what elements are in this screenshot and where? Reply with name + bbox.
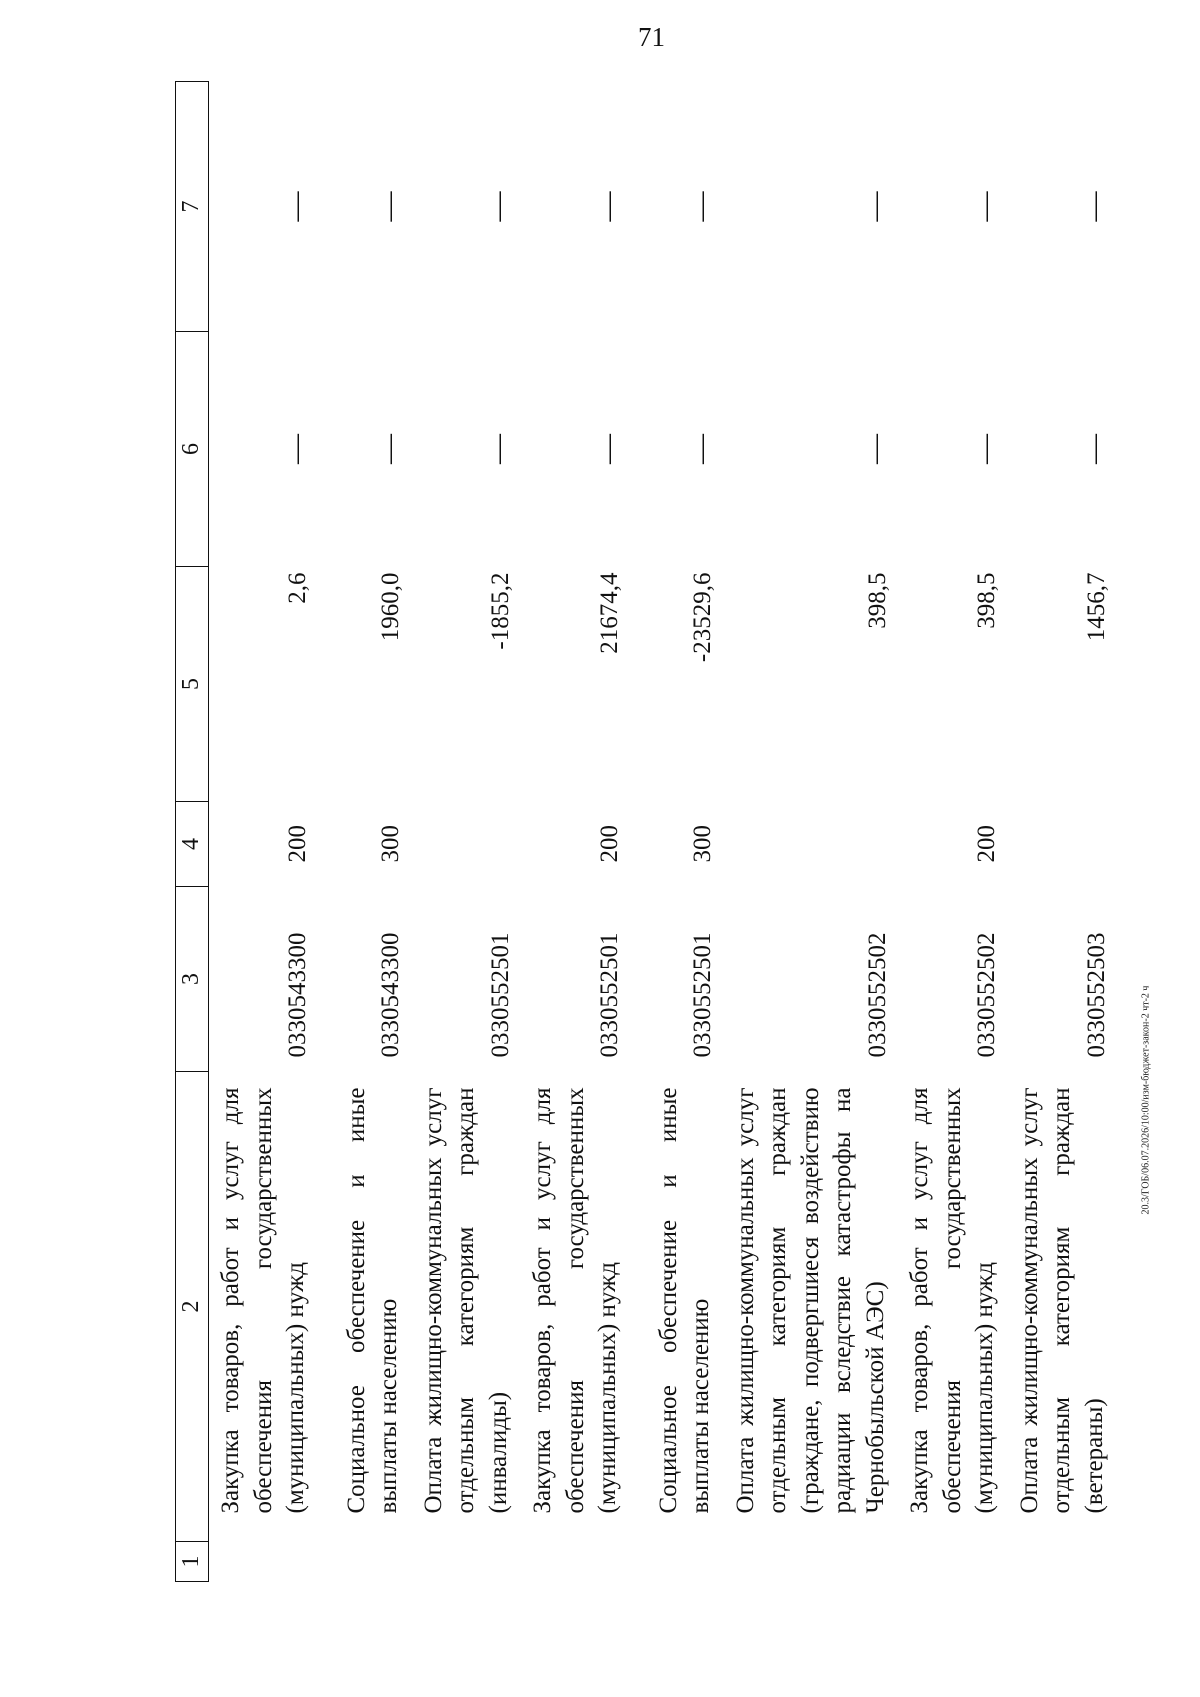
table-row xyxy=(1008,82,1118,1582)
cell-col1 xyxy=(209,1542,319,1582)
row-type: 200 xyxy=(284,825,311,863)
header-col-6: 6 xyxy=(176,332,209,567)
page-number: 71 xyxy=(638,22,665,52)
header-col-5: 5 xyxy=(176,567,209,802)
row-code: 0330543300 xyxy=(284,932,311,1058)
budget-table-rotated xyxy=(175,82,1110,1582)
table-row xyxy=(319,82,412,1582)
row-col6: — xyxy=(481,434,514,464)
header-col-1: 1 xyxy=(176,1542,209,1582)
row-type: 300 xyxy=(377,825,404,863)
row-code: 0330552502 xyxy=(863,932,891,1058)
row-col6: — xyxy=(967,434,1001,464)
cell-col1 xyxy=(724,1542,899,1582)
row-col6: — xyxy=(683,434,717,464)
cell-col1 xyxy=(319,1542,412,1582)
row-code: 0330552501 xyxy=(596,932,623,1058)
row-code: 0330552503 xyxy=(1082,932,1110,1058)
row-type xyxy=(1008,802,1118,887)
row-amount: 1456,7 xyxy=(1082,572,1110,642)
budget-table xyxy=(175,81,1117,1582)
row-type: 200 xyxy=(596,825,623,863)
header-row xyxy=(176,82,209,1582)
row-name: Закупка товаров, работ и услуг для обеспечения государственных (муниципальных) нужд xyxy=(906,1087,998,1514)
cell-col1 xyxy=(631,1542,724,1582)
cell-col1 xyxy=(1008,1542,1118,1582)
row-code: 0330552501 xyxy=(689,932,716,1058)
row-type xyxy=(412,802,522,887)
row-col6: — xyxy=(590,434,624,464)
row-col7: — xyxy=(590,191,624,222)
row-name: Закупка товаров, работ и услуг для обеспечения государственных (муниципальных) нужд xyxy=(529,1087,621,1514)
table-row xyxy=(209,82,319,1582)
row-amount: 398,5 xyxy=(973,572,1000,629)
row-col7: — xyxy=(683,191,717,222)
row-col6: — xyxy=(278,434,312,464)
row-amount: -23529,6 xyxy=(689,572,716,663)
row-type: 200 xyxy=(973,825,1000,863)
table-row xyxy=(412,82,522,1582)
row-type xyxy=(724,802,899,887)
row-name: Оплата жилищно-коммунальных услуг отдельным категориям граждан (инвалиды) xyxy=(419,1087,512,1514)
row-amount: 2,6 xyxy=(284,572,311,604)
row-col7: — xyxy=(967,191,1001,222)
row-col6: — xyxy=(1077,434,1110,464)
row-name: Оплата жилищно-коммунальных услуг отдельным категориям граждан (граждане, подвергшиеся воздействию радиации вследствие катастрофы на Чернобыльской АЭС) xyxy=(731,1087,889,1514)
row-col6: — xyxy=(858,434,891,464)
table-row xyxy=(898,82,1008,1582)
header-col-2: 2 xyxy=(176,1072,209,1542)
row-col7: — xyxy=(858,191,891,222)
row-amount: 21674,4 xyxy=(596,572,623,654)
row-amount: -1855,2 xyxy=(486,572,514,650)
cell-col1 xyxy=(412,1542,522,1582)
row-code: 0330543300 xyxy=(377,932,404,1058)
table-row xyxy=(521,82,631,1582)
row-name: Социальное обеспечение и иные выплаты населению xyxy=(342,1087,402,1514)
row-name: Социальное обеспечение и иные выплаты населению xyxy=(654,1087,714,1514)
header-col-4: 4 xyxy=(176,802,209,887)
cell-col1 xyxy=(898,1542,1008,1582)
row-code: 0330552502 xyxy=(973,932,1000,1058)
row-name: Оплата жилищно-коммунальных услуг отдельным категориям граждан (ветераны) xyxy=(1015,1087,1108,1514)
header-col-3: 3 xyxy=(176,887,209,1072)
row-name: Закупка товаров, работ и услуг для обеспечения государственных (муниципальных) нужд xyxy=(217,1087,309,1514)
row-col6: — xyxy=(371,434,405,464)
row-col7: — xyxy=(371,191,405,222)
row-col7: — xyxy=(481,191,514,222)
cell-col1 xyxy=(521,1542,631,1582)
row-amount: 398,5 xyxy=(863,572,891,629)
table-row xyxy=(631,82,724,1582)
row-col7: — xyxy=(1077,191,1110,222)
table-row xyxy=(724,82,899,1582)
row-code: 0330552501 xyxy=(486,932,514,1058)
row-type: 300 xyxy=(689,825,716,863)
row-col7: — xyxy=(278,191,312,222)
document-footer: 20.3/ГОБ/06.07.2026/10:00/изм-бюджет-закон-2 чт-2 ч xyxy=(1140,985,1152,1215)
header-col-7: 7 xyxy=(176,82,209,332)
row-amount: 1960,0 xyxy=(377,572,404,642)
